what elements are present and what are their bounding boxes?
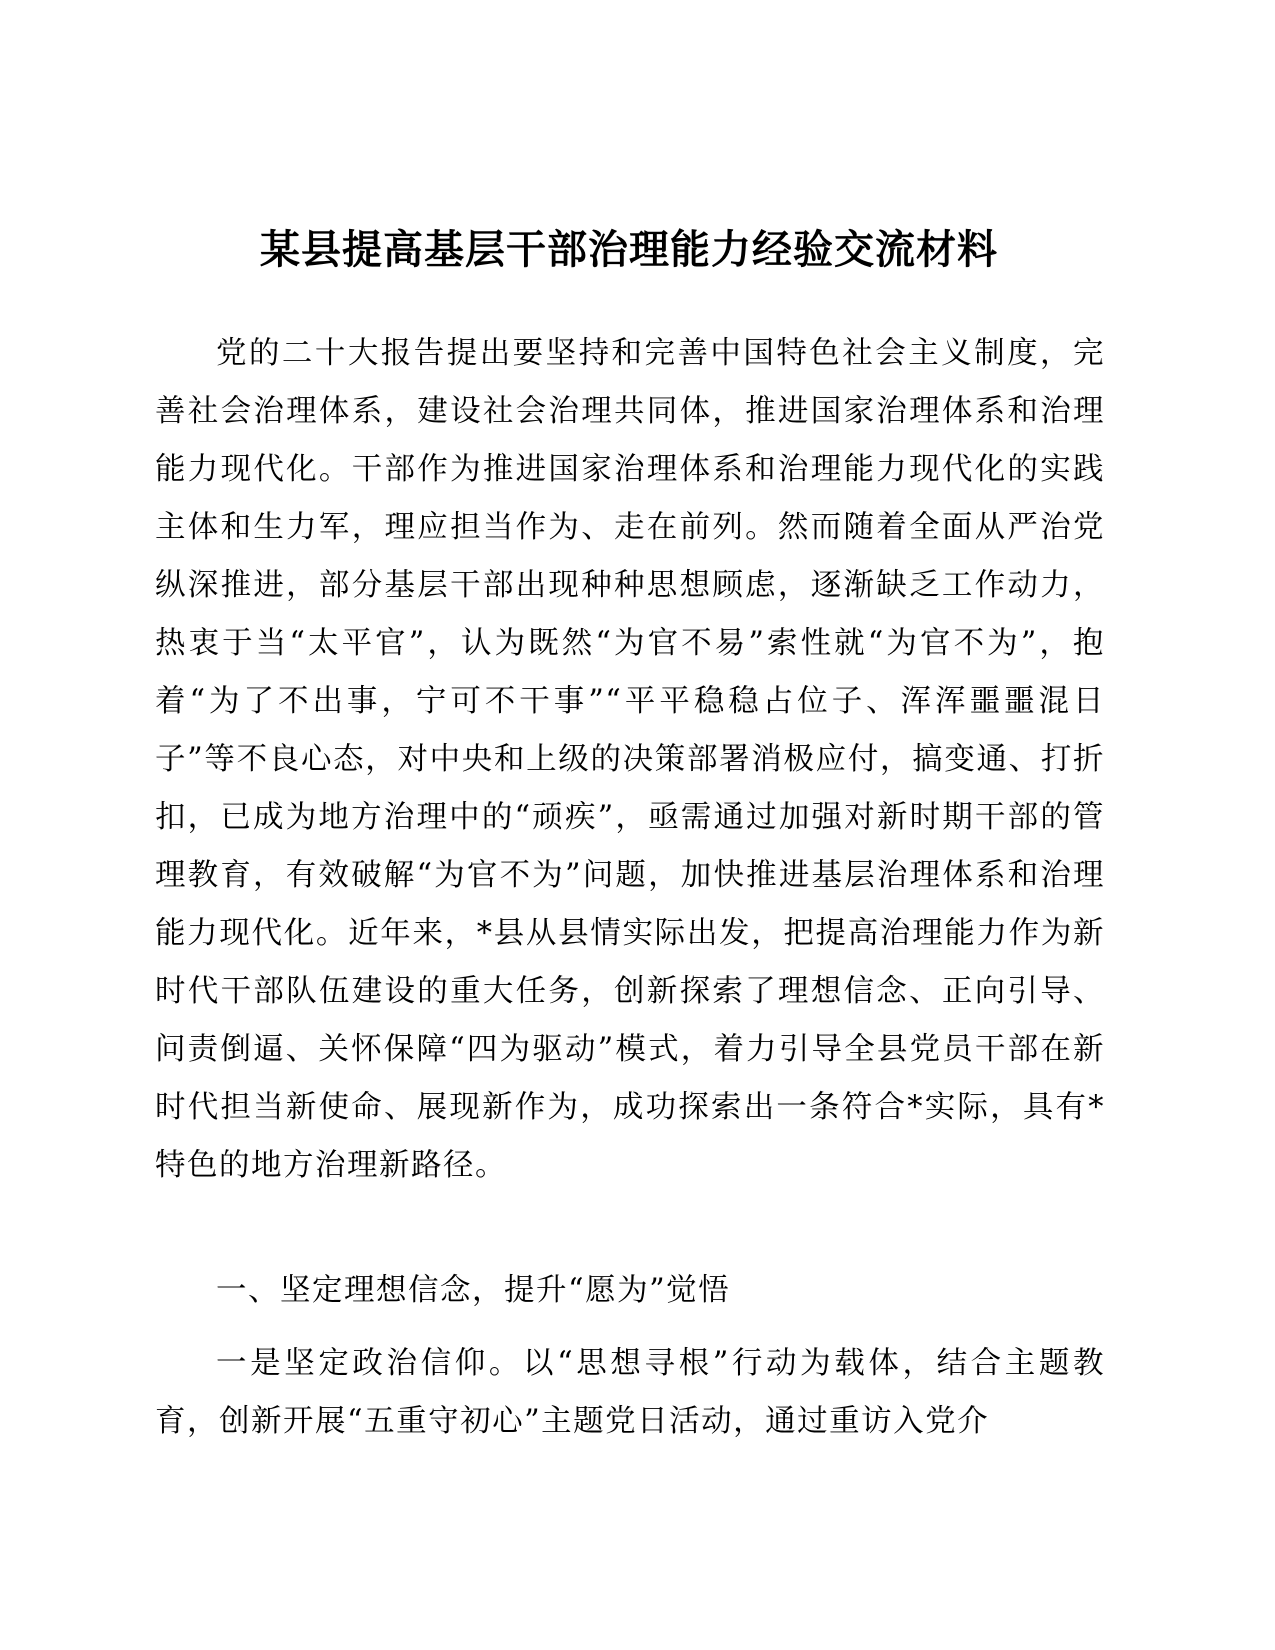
intro-paragraph: 党的二十大报告提出要坚持和完善中国特色社会主义制度，完善社会治理体系，建设社会治理共同体，推进国家治理体系和治理能力现代化。干部作为推进国家治理体系和治理能力现代化的实践主体和生力军，理应担当作为、走在前列。然而随着全面从严治党纵深推进，部分基层干部出现种种思想顾虑，逐渐缺乏工作动力，热衷于当“太平官”，认为既然“为官不易”索性就“为官不为”，抱着“为了不出事，宁可不干事”“平平稳稳占位子、浑浑噩噩混日子”等不良心态，对中央和上级的决策部署消极应付，搞变通、打折扣，已成为地方治理中的“顽疾”，亟需通过加强对新时期干部的管理教育，有效破解“为官不为”问题，加快推进基层治理体系和治理能力现代化。近年来，*县从县情实际出发，把提高治理能力作为新时代干部队伍建设的重大任务，创新探索了理想信念、正向引导、问责倒逼、关怀保障“四为驱动”模式，着力引导全县党员干部在新时代担当新使命、展现新作为，成功探索出一条符合*实际，具有*特色的地方治理新路径。	[155, 336, 1105, 1183]
section-heading-1: 一、坚定理想信念，提升“愿为”觉悟	[216, 1273, 731, 1308]
document-title: 某县提高基层干部治理能力经验交流材料	[260, 227, 998, 273]
section-1-paragraph-1: 一是坚定政治信仰。以“思想寻根”行动为载体，结合主题教育，创新开展“五重守初心”主题党日活动，通过重访入党介	[155, 1346, 1105, 1439]
